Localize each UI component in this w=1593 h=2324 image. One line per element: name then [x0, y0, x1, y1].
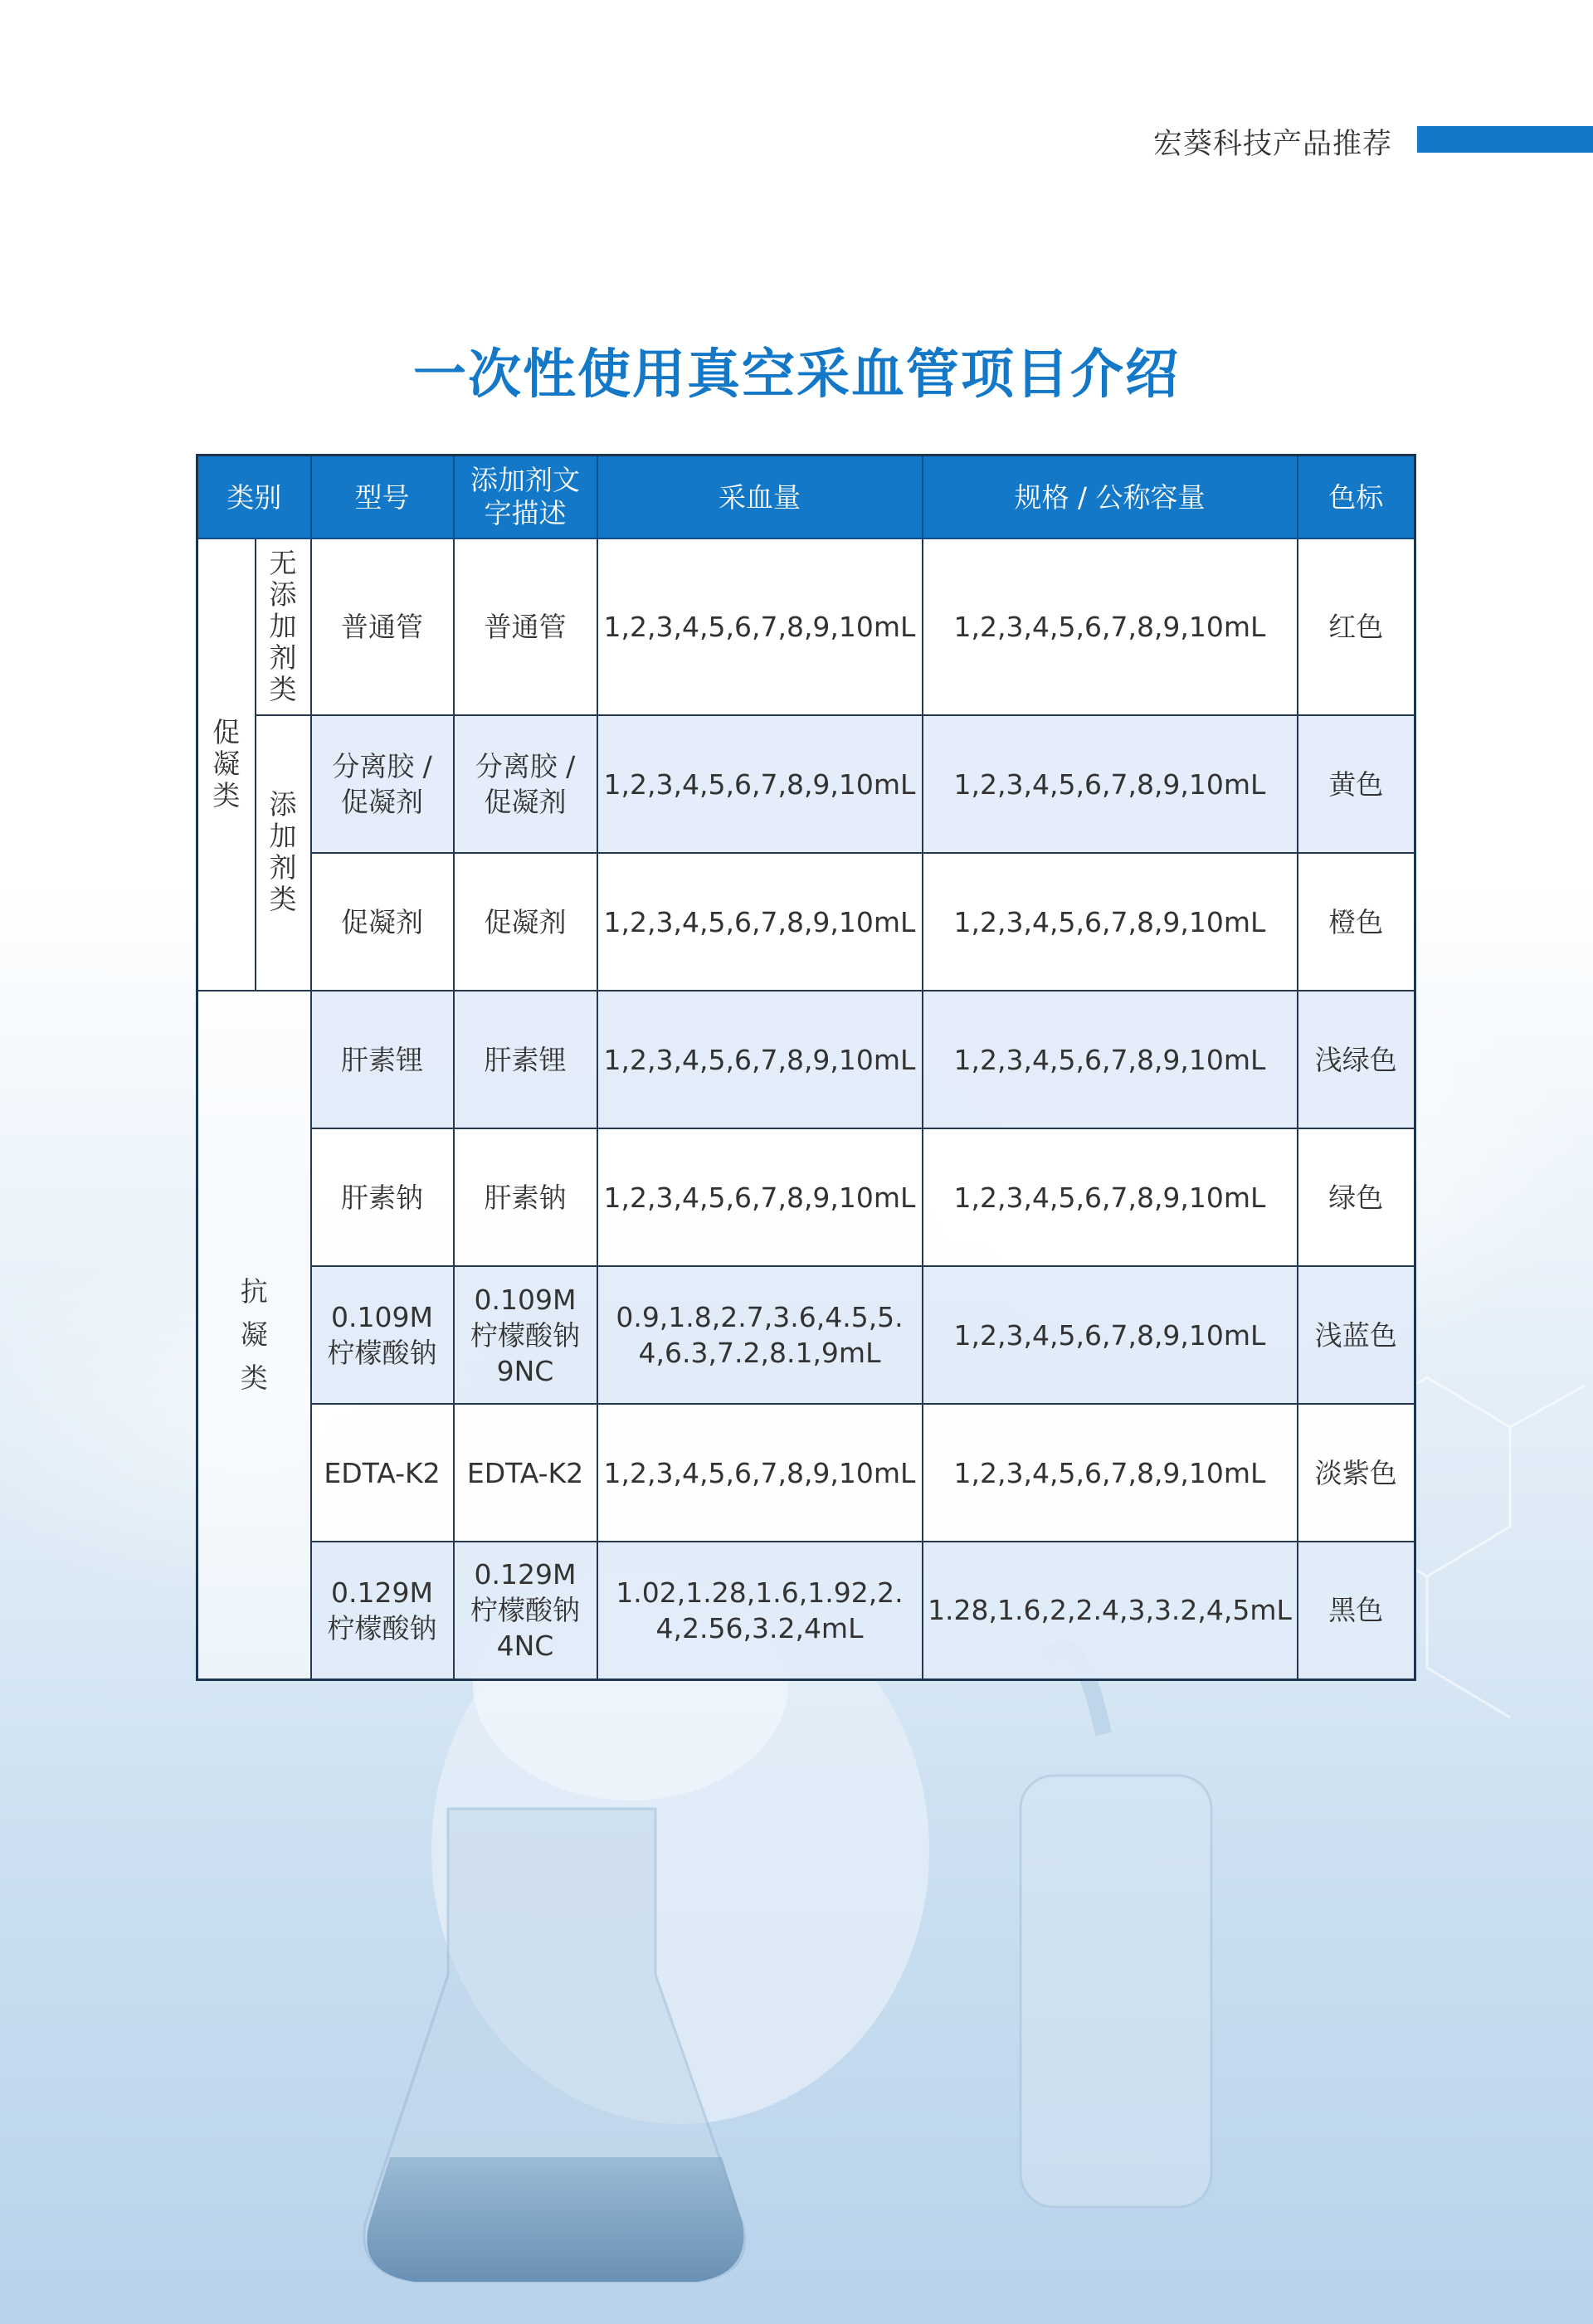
header-additive: 添加剂文字描述: [454, 456, 597, 539]
table-row: [197, 1404, 1415, 1542]
cell-additive: 0.109M 柠檬酸钠 9NC: [454, 1266, 597, 1404]
cell-color: 淡紫色: [1298, 1404, 1415, 1542]
table-row: [197, 1128, 1415, 1266]
cell-additive: 分离胶 / 促凝剂: [454, 715, 597, 853]
table-row: [197, 1266, 1415, 1404]
cell-color: 黄色: [1298, 715, 1415, 853]
cell-model: 普通管: [311, 538, 454, 715]
cell-color: 绿色: [1298, 1128, 1415, 1266]
product-table: [196, 454, 1416, 1681]
subcategory-additive: 添加剂类: [256, 715, 311, 991]
header-spec: 规格 / 公称容量: [923, 456, 1298, 539]
cell-color: 红色: [1298, 538, 1415, 715]
category-procoagulant: [197, 538, 256, 991]
cell-additive: 肝素钠: [454, 1128, 597, 1266]
header-model: 型号: [311, 456, 454, 539]
header-label: 宏葵科技产品推荐: [1152, 128, 1392, 161]
cell-model: 0.129M 柠檬酸钠: [311, 1542, 454, 1679]
cell-spec: 1.28,1.6,2,2.4,3,3.2,4,5mL: [923, 1542, 1298, 1679]
cell-spec: 1,2,3,4,5,6,7,8,9,10mL: [923, 1128, 1298, 1266]
category-procoagulant-label: 促凝类: [212, 715, 241, 811]
header-accent-bar: [1417, 126, 1593, 153]
cell-model: EDTA-K2: [311, 1404, 454, 1542]
cell-spec: 1,2,3,4,5,6,7,8,9,10mL: [923, 991, 1298, 1128]
cell-spec: 1,2,3,4,5,6,7,8,9,10mL: [923, 538, 1298, 715]
category-anticoagulant-label: 抗凝类: [240, 1274, 268, 1394]
cell-spec: 1,2,3,4,5,6,7,8,9,10mL: [923, 1404, 1298, 1542]
table-row: [197, 1542, 1415, 1679]
cell-model: 分离胶 / 促凝剂: [311, 715, 454, 853]
cell-additive: 普通管: [454, 538, 597, 715]
cell-spec: 1,2,3,4,5,6,7,8,9,10mL: [923, 853, 1298, 991]
cell-volume: 1,2,3,4,5,6,7,8,9,10mL: [597, 991, 923, 1128]
cell-color: 浅蓝色: [1298, 1266, 1415, 1404]
cell-volume: 1,2,3,4,5,6,7,8,9,10mL: [597, 715, 923, 853]
subcategory-no-additive: 无添加剂类: [256, 538, 311, 715]
cell-color: 橙色: [1298, 853, 1415, 991]
cell-color: 浅绿色: [1298, 991, 1415, 1128]
cell-additive: 0.129M 柠檬酸钠 4NC: [454, 1542, 597, 1679]
cell-spec: 1,2,3,4,5,6,7,8,9,10mL: [923, 715, 1298, 853]
table-row: [197, 715, 1415, 853]
page-title: 一次性使用真空采血管项目介绍: [413, 344, 1180, 406]
cell-additive: 肝素锂: [454, 991, 597, 1128]
cell-model: 肝素钠: [311, 1128, 454, 1266]
cell-model: 肝素锂: [311, 991, 454, 1128]
cell-additive: 促凝剂: [454, 853, 597, 991]
cell-model: 促凝剂: [311, 853, 454, 991]
cell-volume: 0.9,1.8,2.7,3.6,4.5,5.4,6.3,7.2,8.1,9mL: [597, 1266, 923, 1404]
cell-volume: 1,2,3,4,5,6,7,8,9,10mL: [597, 538, 923, 715]
header-category: 类别: [197, 456, 311, 539]
cell-color: 黑色: [1298, 1542, 1415, 1679]
cell-volume: 1,2,3,4,5,6,7,8,9,10mL: [597, 853, 923, 991]
cell-volume: 1.02,1.28,1.6,1.92,2.4,2.56,3.2,4mL: [597, 1542, 923, 1679]
table-row: [197, 853, 1415, 991]
table-row: [197, 538, 1415, 715]
cell-spec: 1,2,3,4,5,6,7,8,9,10mL: [923, 1266, 1298, 1404]
category-anticoagulant: [197, 991, 311, 1679]
cell-additive: EDTA-K2: [454, 1404, 597, 1542]
cell-volume: 1,2,3,4,5,6,7,8,9,10mL: [597, 1128, 923, 1266]
cell-model: 0.109M 柠檬酸钠: [311, 1266, 454, 1404]
cell-volume: 1,2,3,4,5,6,7,8,9,10mL: [597, 1404, 923, 1542]
table-header-row: [197, 456, 1415, 539]
header-volume: 采血量: [597, 456, 923, 539]
table-row: [197, 991, 1415, 1128]
header-color: 色标: [1298, 456, 1415, 539]
